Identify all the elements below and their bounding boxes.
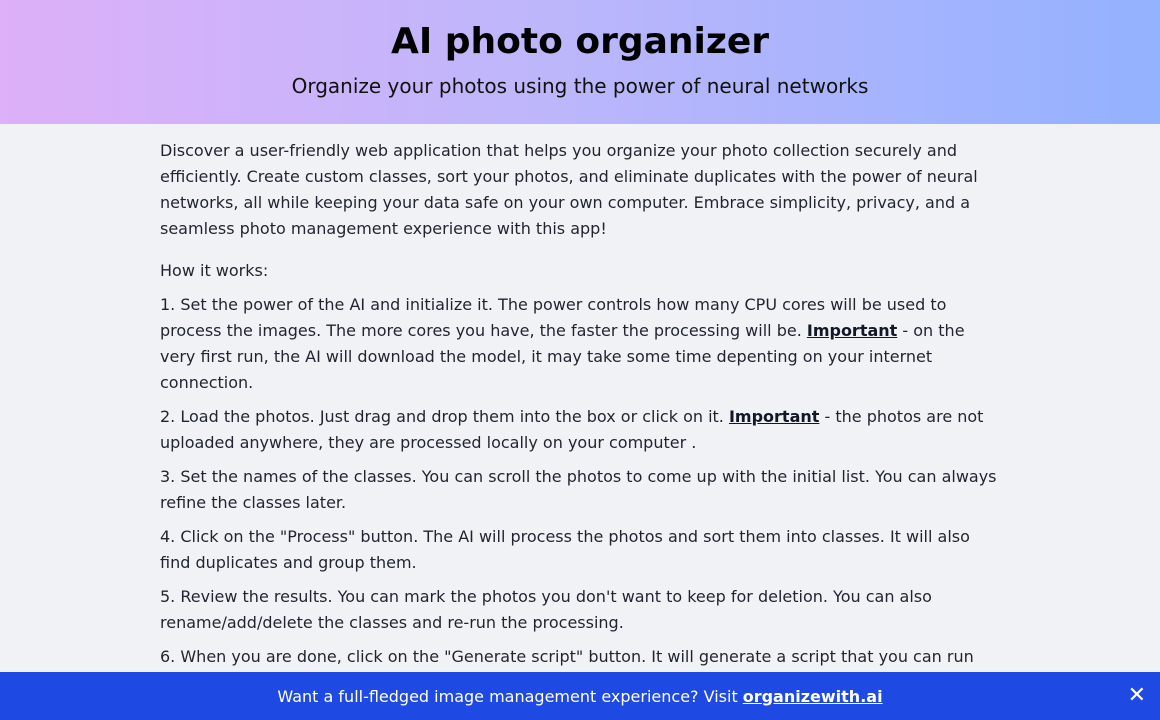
close-icon[interactable]: ✕ bbox=[1127, 683, 1146, 708]
main-content bbox=[160, 124, 1000, 670]
hero-header bbox=[0, 0, 1160, 124]
step-5: 5. Review the results. You can mark the photos you don't want to keep for deletion. You can also rename/add/delete the classes and re-run the processing. bbox=[160, 587, 932, 632]
intro-paragraph: Discover a user-friendly web application that helps you organize your photo collection securely and efficiently. Create custom classes, sort your photos, and eliminate duplicates with the power of neural networks, all while keeping your data safe on your own computer. Embrace simplicity, privacy, and a seamless photo management experience with this app! bbox=[160, 141, 978, 238]
step-text: 2. Load the photos. Just drag and drop them into the box or click on it. bbox=[160, 407, 729, 426]
important-link[interactable]: Important bbox=[806, 321, 898, 340]
step-text: - on the very first run, the AI will download the model, it may take some time depenting on your internet connection. bbox=[160, 321, 965, 392]
step-text: - the photos are not uploaded anywhere, they are processed locally on your computer . bbox=[160, 407, 984, 452]
organizewith-link[interactable]: organizewith.ai bbox=[742, 686, 883, 706]
step-3: 3. Set the names of the classes. You can scroll the photos to come up with the initial list. You can always refine the classes later. bbox=[160, 467, 997, 512]
important-link[interactable]: Important bbox=[728, 407, 820, 426]
page-subtitle: Organize your photos using the power of neural networks bbox=[291, 74, 869, 98]
page-title: AI photo organizer bbox=[390, 21, 770, 62]
banner-text: Want a full-fledged image management experience? Visit bbox=[277, 686, 738, 706]
step-6: 6. When you are done, click on the "Generate script" button. It will generate a script that you can run bbox=[160, 647, 974, 666]
promo-banner bbox=[0, 672, 1160, 720]
step-4: 4. Click on the "Process" button. The AI will process the photos and sort them into classes. It will also find duplicates and group them. bbox=[160, 527, 970, 572]
step-1 bbox=[160, 292, 1000, 396]
step-2 bbox=[160, 404, 1000, 456]
step-text: 1. Set the power of the AI and initialize it. The power controls how many CPU cores will be used to process the images. The more cores you have, the faster the processing will be. bbox=[160, 295, 947, 340]
how-it-works-label: How it works: bbox=[160, 261, 269, 280]
